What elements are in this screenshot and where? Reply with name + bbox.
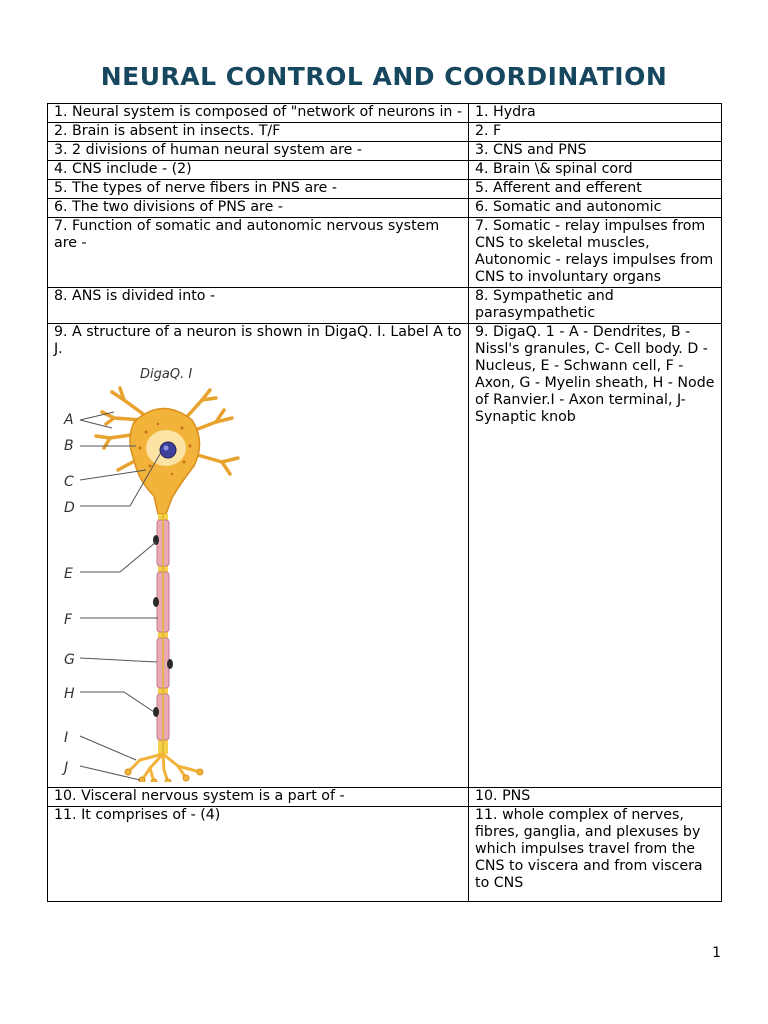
question-cell: 3. 2 divisions of human neural system are - xyxy=(48,142,469,161)
page-number: 1 xyxy=(712,945,721,961)
table-row xyxy=(48,218,722,288)
qa-table xyxy=(47,103,722,902)
label-b: B xyxy=(64,438,74,454)
answer-cell: 4. Brain \& spinal cord xyxy=(469,161,722,180)
table-row xyxy=(48,199,722,218)
question-cell: 7. Function of somatic and autonomic nervous system are - xyxy=(48,218,469,288)
table-row xyxy=(48,104,722,123)
label-e: E xyxy=(64,566,73,582)
question-cell: 5. The types of nerve fibers in PNS are - xyxy=(48,180,469,199)
question-cell: 4. CNS include - (2) xyxy=(48,161,469,180)
label-a: A xyxy=(64,412,74,428)
question-text: 9. A structure of a neuron is shown in DigaQ. I. Label A to J. xyxy=(54,324,462,357)
question-cell: 2. Brain is absent in insects. T/F xyxy=(48,123,469,142)
answer-cell: 3. CNS and PNS xyxy=(469,142,722,161)
label-c: C xyxy=(64,474,74,490)
table-row xyxy=(48,161,722,180)
question-cell: 11. It comprises of - (4) xyxy=(48,807,469,902)
label-f: F xyxy=(64,612,73,628)
question-cell: 8. ANS is divided into - xyxy=(48,288,469,324)
label-j: J xyxy=(64,760,69,776)
nucleus xyxy=(160,442,176,458)
table-row xyxy=(48,807,722,902)
nucleolus xyxy=(164,446,169,451)
answer-cell: 1. Hydra xyxy=(469,104,722,123)
label-i: I xyxy=(64,730,69,746)
diagram-labels xyxy=(61,412,75,776)
label-h: H xyxy=(64,686,75,702)
answer-cell: 2. F xyxy=(469,123,722,142)
answer-cell: 5. Afferent and efferent xyxy=(469,180,722,199)
answer-cell: 8. Sympathetic and parasympathetic xyxy=(469,288,722,324)
diagram-caption: DigaQ. I xyxy=(140,367,193,382)
answer-cell: 9. DigaQ. 1 - A - Dendrites, B - Nissl's granules, C- Cell body. D - Nucleus, E - Schwann cell, F - Axon, G - Myelin sheath, H - Node of Ranvier.I - Axon terminal, J-Synaptic knob xyxy=(469,324,722,788)
table-row xyxy=(48,180,722,199)
question-cell: 1. Neural system is composed of "network of neurons in - xyxy=(48,104,469,123)
answer-cell: 6. Somatic and autonomic xyxy=(469,199,722,218)
page-title: NEURAL CONTROL AND COORDINATION xyxy=(100,62,668,91)
question-cell: 6. The two divisions of PNS are - xyxy=(48,199,469,218)
table-row xyxy=(48,142,722,161)
table-row xyxy=(48,288,722,324)
answer-cell: 10. PNS xyxy=(469,788,722,807)
answer-cell: 7. Somatic - relay impulses from CNS to skeletal muscles, Autonomic - relays impulses from CNS to involuntary organs xyxy=(469,218,722,288)
label-g: G xyxy=(64,652,75,668)
table-row xyxy=(48,788,722,807)
table-row xyxy=(48,324,722,788)
table-row xyxy=(48,123,722,142)
neuron-diagram xyxy=(54,362,254,782)
label-d: D xyxy=(64,500,75,516)
question-cell-with-diagram xyxy=(48,324,469,788)
answer-cell: 11. whole complex of nerves, fibres, ganglia, and plexuses by which impulses travel from the CNS to viscera and from viscera to CNS xyxy=(469,807,722,902)
question-cell: 10. Visceral nervous system is a part of - xyxy=(48,788,469,807)
